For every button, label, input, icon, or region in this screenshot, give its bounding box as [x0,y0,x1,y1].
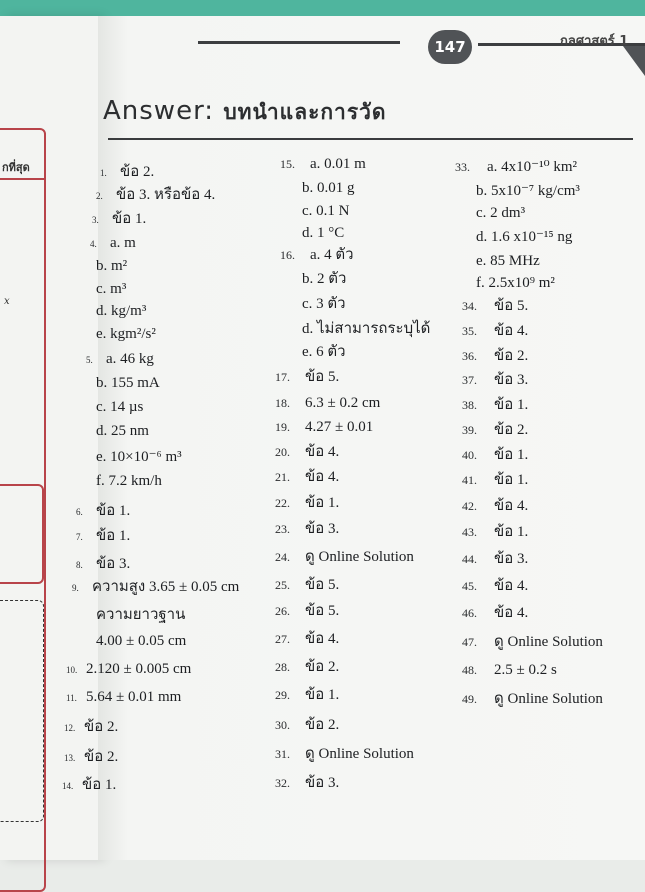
answer-text: b. 5x10⁻⁷ kg/cm³ [476,183,580,199]
answer-2-1 [280,155,366,173]
answer-1-23 [64,718,118,737]
answer-2-7 [296,295,346,313]
answer-2-6 [296,270,346,288]
answer-1-12 [90,422,149,440]
answer-text: ข้อ 2. [494,348,529,364]
answer-text: ข้อ 5. [305,577,340,593]
answer-text: ข้อ 5. [305,369,340,385]
answer-1-6 [90,280,126,298]
answer-1-11 [90,398,143,416]
answer-number: 1. [100,168,107,178]
answer-number: 29. [275,688,290,702]
answer-number: 38. [462,398,477,412]
answer-text: a. 4 ตัว [310,247,354,263]
answer-1-7 [90,302,146,320]
answer-text: f. 7.2 km/h [96,473,162,489]
answer-text: c. 2 dm³ [476,205,526,221]
answer-2-9 [296,343,346,361]
answer-text: a. 4x10⁻¹⁰ km² [487,159,577,175]
answer-text: ข้อ 1. [305,495,340,511]
answer-number: 44. [462,552,477,566]
answer-3-22 [462,690,603,708]
top-color-strip [0,0,645,16]
left-page-dashed-box [0,600,44,822]
answer-3-2 [470,182,580,200]
answer-3-5 [470,252,540,270]
answer-text: ข้อ 4. [494,578,529,594]
answer-1-8 [90,325,156,343]
answer-number: 9. [72,583,79,593]
answer-text: ข้อ 5. [494,298,529,314]
answer-3-7 [462,297,528,315]
answer-3-4 [470,228,572,246]
answer-text: ข้อ 4. [305,631,340,647]
answer-number: 34. [462,299,477,313]
title-prefix: Answer: [103,96,215,126]
answer-text: e. 6 ตัว [302,344,346,360]
answer-number: 7. [76,532,83,542]
answer-3-1 [455,158,577,176]
answer-text: d. 1 °C [302,225,345,241]
answer-2-21 [275,658,339,676]
answer-text: e. kgm²/s² [96,326,156,342]
chapter-label: กลศาสตร์ 1 [560,34,629,49]
answer-1-19 [90,606,185,624]
answer-1-5 [90,257,127,275]
answer-text: ข้อ 1. [494,397,529,413]
answer-text: d. kg/m³ [96,303,147,319]
answer-number: 14. [62,781,74,791]
answer-2-12 [275,418,373,436]
answer-number: 49. [462,692,477,706]
answer-number: 26. [275,604,290,618]
answer-number: 41. [462,473,477,487]
answer-text: a. 0.01 m [310,156,366,172]
answer-2-16 [275,520,339,538]
answer-text: ข้อ 2. [305,717,340,733]
answer-number: 28. [275,660,290,674]
answer-1-2 [96,186,215,205]
answer-1-9 [86,350,154,369]
answer-3-18 [462,577,528,595]
answer-text: ข้อ 1. [96,528,131,544]
answer-1-21 [66,660,191,679]
answer-number: 2. [96,191,103,201]
left-page-divider [0,178,44,180]
answer-text: ข้อ 3. [494,551,529,567]
answer-number: 39. [462,423,477,437]
answer-1-15 [76,502,130,521]
answer-number: 42. [462,499,477,513]
answer-3-6 [470,274,555,292]
answer-1-1 [100,163,154,182]
answer-text: ความสูง 3.65 ± 0.05 cm [92,579,240,595]
answer-number: 10. [66,665,78,675]
page-title [103,96,387,129]
answer-number: 30. [275,718,290,732]
answer-text: ข้อ 1. [494,447,529,463]
answer-number: 27. [275,632,290,646]
answer-text: ข้อ 2. [84,749,119,765]
answer-3-14 [462,471,528,489]
answer-2-20 [275,630,339,648]
answer-text: ดู Online Solution [494,691,603,707]
answer-1-4 [90,234,136,253]
answer-3-17 [462,550,528,568]
answer-text: d. ไม่สามารถระบุได้ [302,321,431,337]
answer-1-20 [90,632,186,650]
answer-text: b. m² [96,258,128,274]
answer-1-24 [64,748,118,767]
answer-text: ดู Online Solution [305,746,414,762]
answer-text: 2.120 ± 0.005 cm [86,661,192,677]
answer-number: 23. [275,522,290,536]
answer-text: d. 25 nm [96,423,149,439]
answer-text: b. 2 ตัว [302,271,347,287]
answer-number: 3. [92,215,99,225]
answer-2-23 [275,716,339,734]
answer-2-18 [275,576,339,594]
answer-1-10 [90,374,160,392]
answer-text: b. 155 mA [96,375,160,391]
answer-3-20 [462,633,603,651]
answer-number: 40. [462,448,477,462]
answer-2-2 [296,179,355,197]
answer-2-8 [296,320,430,338]
answer-text: c. 14 µs [96,399,144,415]
answer-text: ดู Online Solution [494,634,603,650]
answer-2-22 [275,686,339,704]
answer-number: 18. [275,396,290,410]
answer-text: 6.3 ± 0.2 cm [305,395,381,411]
answer-number: 47. [462,635,477,649]
answer-text: ข้อ 3. [494,372,529,388]
corner-decoration [623,46,645,76]
answer-number: 32. [275,776,290,790]
answer-number: 12. [64,723,76,733]
answer-number: 11. [66,693,77,703]
answer-number: 33. [455,160,470,174]
answer-2-25 [275,774,339,792]
answer-number: 19. [275,420,290,434]
answer-number: 21. [275,470,290,484]
answer-text: ข้อ 4. [494,498,529,514]
answer-number: 6. [76,507,83,517]
answer-text: 5.64 ± 0.01 mm [86,689,182,705]
answer-number: 45. [462,579,477,593]
answer-text: 4.27 ± 0.01 [305,419,374,435]
answer-text: c. 3 ตัว [302,296,346,312]
header-rule-left [198,41,400,44]
answer-2-10 [275,368,339,386]
answer-1-14 [90,472,162,490]
answer-text: ข้อ 3. [305,521,340,537]
answer-text: ความยาวฐาน [96,607,186,623]
answer-text: a. 46 kg [106,351,154,367]
answer-text: c. m³ [96,281,127,297]
answer-text: ข้อ 3. [305,775,340,791]
answer-text: ข้อ 4. [494,605,529,621]
answer-3-9 [462,347,528,365]
answer-2-15 [275,494,339,512]
answer-text: ข้อ 2. [494,422,529,438]
answer-text: ข้อ 1. [112,211,147,227]
answer-1-18 [72,578,239,597]
answer-number: 35. [462,324,477,338]
answer-number: 25. [275,578,290,592]
answer-text: ข้อ 2. [305,659,340,675]
answer-2-17 [275,548,414,566]
answer-text: b. 0.01 g [302,180,355,196]
answer-1-25 [62,776,116,795]
answer-1-17 [76,555,130,574]
left-page-text: กที่สุด [2,161,30,174]
answer-1-16 [76,527,130,546]
answer-number: 13. [64,753,76,763]
answer-text: ข้อ 5. [305,603,340,619]
page-number-badge: 147 [428,30,472,64]
title-rule [108,138,633,140]
answer-1-13 [90,448,182,466]
answer-number: 4. [90,239,97,249]
answer-number: 43. [462,525,477,539]
answer-3-21 [462,661,557,679]
answer-2-4 [296,224,344,242]
answer-number: 15. [280,157,295,171]
answer-2-14 [275,468,339,486]
answer-page [98,16,645,860]
answer-number: 31. [275,747,290,761]
answer-number: 5. [86,355,93,365]
answer-number: 46. [462,606,477,620]
left-page-box [0,484,44,584]
answer-3-15 [462,497,528,515]
answer-1-22 [66,688,181,707]
answer-3-12 [462,421,528,439]
answer-3-8 [462,322,528,340]
answer-1-3 [92,210,146,229]
answer-3-13 [462,446,528,464]
answer-2-19 [275,602,339,620]
answer-text: ข้อ 4. [305,444,340,460]
answer-text: d. 1.6 x10⁻¹⁵ ng [476,229,573,245]
answer-text: c. 0.1 N [302,203,350,219]
answer-text: 2.5 ± 0.2 s [494,662,557,678]
answer-text: e. 10×10⁻⁶ m³ [96,449,182,465]
left-page-x: x [4,296,10,307]
answer-number: 24. [275,550,290,564]
answer-3-3 [470,204,525,222]
answer-text: a. m [110,235,136,251]
answer-text: 4.00 ± 0.05 cm [96,633,187,649]
answer-2-3 [296,202,350,220]
answer-number: 16. [280,248,295,262]
answer-text: ข้อ 3. [96,556,131,572]
answer-3-16 [462,523,528,541]
answer-text: ข้อ 1. [305,687,340,703]
answer-3-11 [462,396,528,414]
answer-text: ข้อ 1. [96,503,131,519]
answer-2-13 [275,443,339,461]
answer-3-10 [462,371,528,389]
answer-text: ข้อ 4. [494,323,529,339]
answer-text: f. 2.5x10⁹ m² [476,275,555,291]
answer-text: ดู Online Solution [305,549,414,565]
answer-number: 37. [462,373,477,387]
answer-2-11 [275,394,380,412]
answer-text: ข้อ 3. หรือข้อ 4. [116,187,216,203]
answer-number: 17. [275,370,290,384]
answer-3-19 [462,604,528,622]
answer-text: ข้อ 4. [305,469,340,485]
answer-number: 20. [275,445,290,459]
answer-2-24 [275,745,414,763]
answer-number: 22. [275,496,290,510]
answer-text: ข้อ 2. [84,719,119,735]
answer-text: ข้อ 1. [82,777,117,793]
answer-number: 48. [462,663,477,677]
answer-number: 36. [462,349,477,363]
answer-text: ข้อ 1. [494,524,529,540]
title-subtitle: บทนำและการวัด [223,100,387,124]
answer-number: 8. [76,560,83,570]
answer-text: ข้อ 1. [494,472,529,488]
answer-text: e. 85 MHz [476,253,540,269]
answer-2-5 [280,246,354,264]
answer-text: ข้อ 2. [120,164,155,180]
